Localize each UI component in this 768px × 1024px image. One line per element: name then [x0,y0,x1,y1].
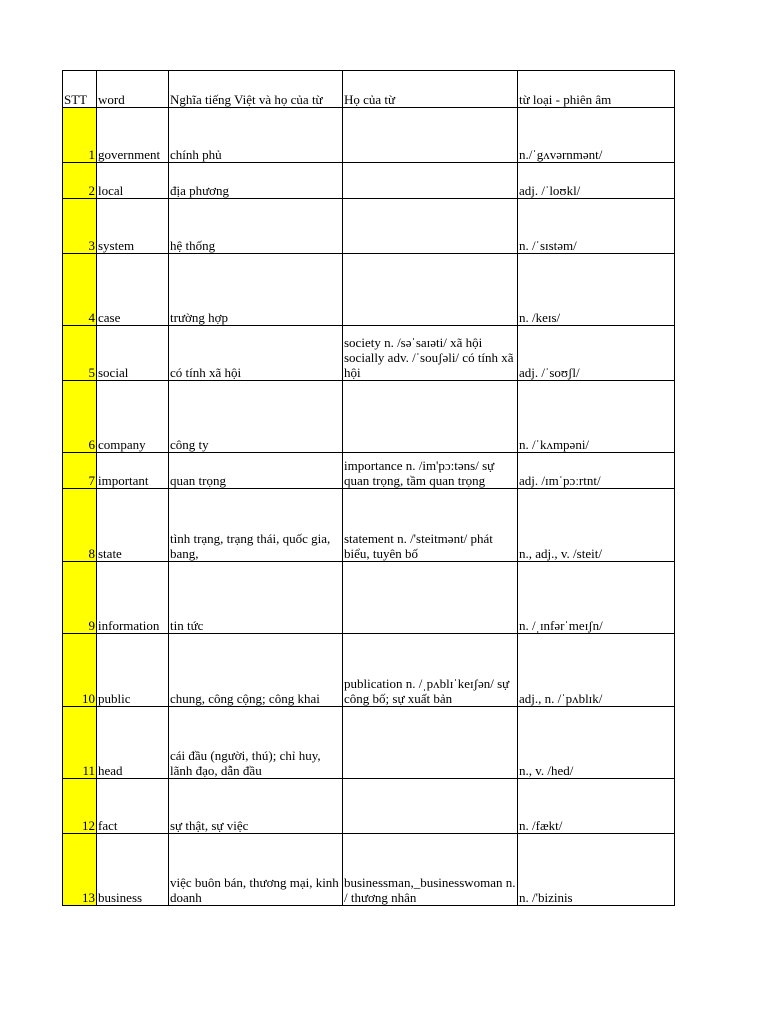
table-row [63,163,675,199]
header-stt: STT [63,71,97,108]
header-meaning: Nghĩa tiếng Việt và họ của từ [169,71,343,108]
word-family-cell: publication n. /ˌpʌblɪˈkeɪʃən/ sự công bố; sự xuất bản [343,634,518,707]
table-row [63,707,675,779]
meaning-cell: công ty [169,381,343,453]
word-cell: government [97,108,169,163]
stt-cell: 1 [63,108,97,163]
stt-cell: 11 [63,707,97,779]
stt-cell: 3 [63,199,97,254]
stt-cell: 12 [63,779,97,834]
table-row [63,489,675,562]
word-cell: company [97,381,169,453]
part-of-speech-cell: n. /'bizinis [518,834,675,906]
meaning-cell: cái đầu (người, thú); chỉ huy, lãnh đạo, dẫn đầu [169,707,343,779]
table-row [63,254,675,326]
table-row [63,326,675,381]
word-family-cell [343,254,518,326]
stt-cell: 6 [63,381,97,453]
meaning-cell: trường hợp [169,254,343,326]
part-of-speech-cell: n. /keɪs/ [518,254,675,326]
word-family-cell [343,163,518,199]
table-row [63,562,675,634]
vocabulary-table-body [63,71,675,906]
stt-cell: 13 [63,834,97,906]
word-family-cell: society n. /səˈsaɪəti/ xã hội socially adv. /ˈsouʃəli/ có tính xã hội [343,326,518,381]
word-cell: case [97,254,169,326]
part-of-speech-cell: n., adj., v. /steit/ [518,489,675,562]
stt-cell: 9 [63,562,97,634]
meaning-cell: việc buôn bán, thương mại, kinh doanh [169,834,343,906]
word-cell: public [97,634,169,707]
part-of-speech-cell: adj. /ˈloʊkl/ [518,163,675,199]
meaning-cell: có tính xã hội [169,326,343,381]
table-row [63,453,675,489]
word-cell: important [97,453,169,489]
table-row [63,199,675,254]
meaning-cell: tin tức [169,562,343,634]
word-family-cell: importance n. /im'pɔ:təns/ sự quan trọng, tầm quan trọng [343,453,518,489]
table-row [63,108,675,163]
header-part-of-speech: từ loại - phiên âm [518,71,675,108]
meaning-cell: hệ thống [169,199,343,254]
part-of-speech-cell: n. /fækt/ [518,779,675,834]
part-of-speech-cell: n., v. /hed/ [518,707,675,779]
header-word: word [97,71,169,108]
part-of-speech-cell: adj., n. /ˈpʌblɪk/ [518,634,675,707]
table-row [63,779,675,834]
word-family-cell [343,108,518,163]
word-cell: system [97,199,169,254]
word-family-cell [343,707,518,779]
part-of-speech-cell: n. /ˌɪnfərˈmeɪʃn/ [518,562,675,634]
vocabulary-table [62,70,675,906]
word-family-cell: businessman,_businesswoman n. / thương nhân [343,834,518,906]
table-row [63,381,675,453]
word-cell: social [97,326,169,381]
word-cell: local [97,163,169,199]
stt-cell: 8 [63,489,97,562]
word-cell: head [97,707,169,779]
stt-cell: 2 [63,163,97,199]
meaning-cell: quan trọng [169,453,343,489]
word-family-cell [343,199,518,254]
meaning-cell: chính phủ [169,108,343,163]
table-row [63,634,675,707]
meaning-cell: địa phương [169,163,343,199]
word-cell: fact [97,779,169,834]
stt-cell: 5 [63,326,97,381]
part-of-speech-cell: n. /ˈsɪstəm/ [518,199,675,254]
meaning-cell: chung, công cộng; công khai [169,634,343,707]
word-family-cell [343,381,518,453]
header-row [63,71,675,108]
stt-cell: 10 [63,634,97,707]
word-cell: state [97,489,169,562]
word-family-cell [343,562,518,634]
word-cell: business [97,834,169,906]
header-word-family: Họ của từ [343,71,518,108]
stt-cell: 7 [63,453,97,489]
meaning-cell: tình trạng, trạng thái, quốc gia, bang, [169,489,343,562]
part-of-speech-cell: n./ˈgʌvərnmənt/ [518,108,675,163]
word-family-cell [343,779,518,834]
word-family-cell: statement n. /'steitmənt/ phát biểu, tuyên bố [343,489,518,562]
part-of-speech-cell: adj. /ɪmˈpɔːrtnt/ [518,453,675,489]
word-cell: information [97,562,169,634]
meaning-cell: sự thật, sự việc [169,779,343,834]
part-of-speech-cell: adj. /ˈsoʊʃl/ [518,326,675,381]
table-row [63,834,675,906]
stt-cell: 4 [63,254,97,326]
part-of-speech-cell: n. /ˈkʌmpəni/ [518,381,675,453]
